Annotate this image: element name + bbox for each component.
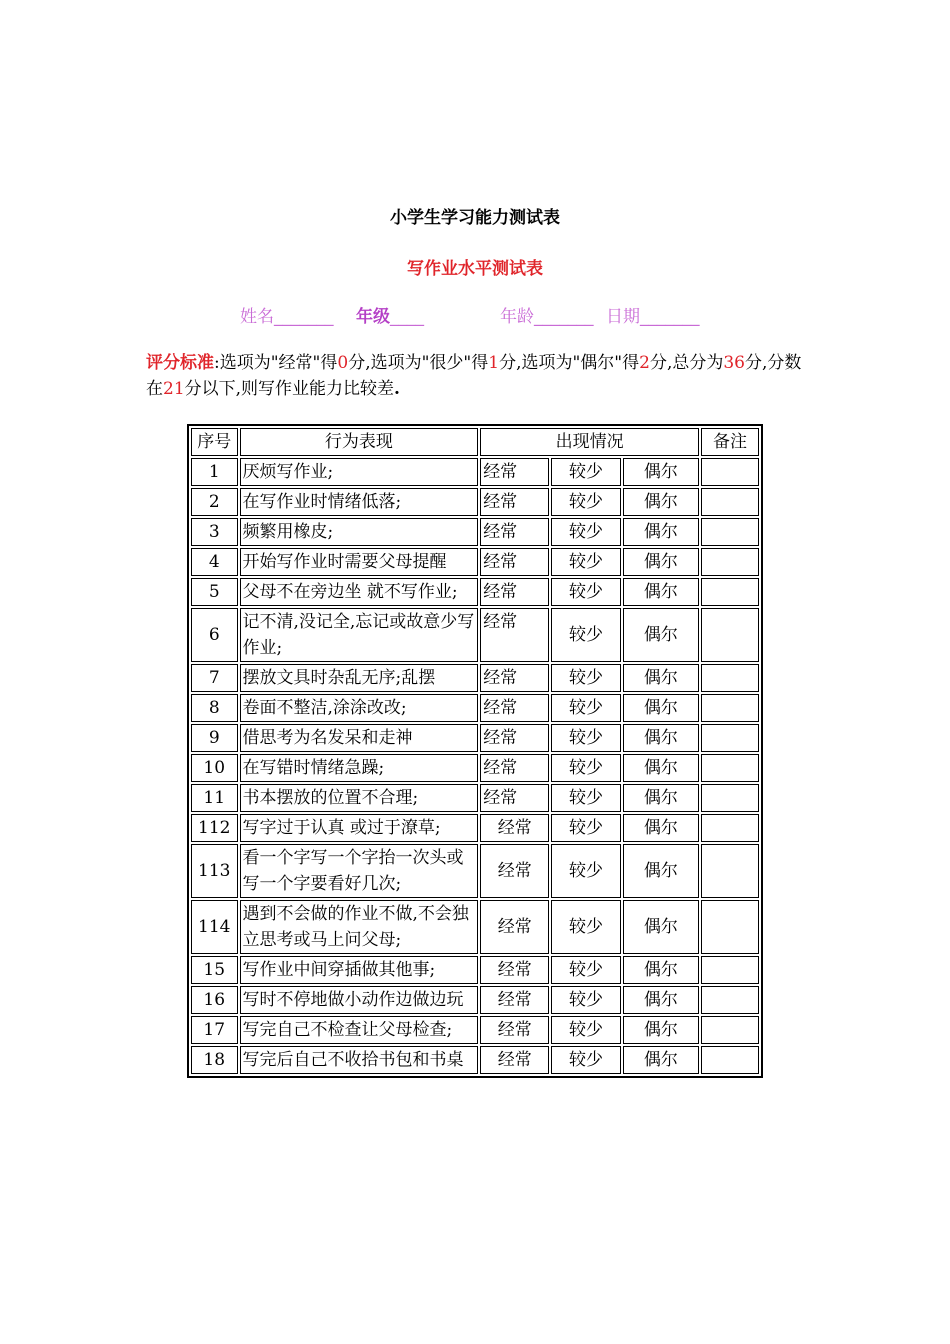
option-often[interactable]: 经常: [480, 664, 549, 692]
row-remarks[interactable]: [701, 458, 759, 486]
table-row: [191, 814, 759, 842]
row-index: 11: [191, 784, 238, 812]
row-index: 4: [191, 548, 238, 576]
row-remarks[interactable]: [701, 664, 759, 692]
row-remarks[interactable]: [701, 518, 759, 546]
table-row: [191, 694, 759, 722]
row-behavior: 书本摆放的位置不合理;: [240, 784, 479, 812]
option-sometimes[interactable]: 偶尔: [623, 754, 699, 782]
row-behavior: 卷面不整洁,涂涂改改;: [240, 694, 479, 722]
table-row: [191, 784, 759, 812]
option-sometimes[interactable]: 偶尔: [623, 578, 699, 606]
option-sometimes[interactable]: 偶尔: [623, 724, 699, 752]
option-seldom[interactable]: 较少: [551, 548, 620, 576]
table-row: [191, 608, 759, 662]
row-behavior: 在写作业时情绪低落;: [240, 488, 479, 516]
criteria-label: 评分标准: [146, 353, 214, 373]
table-row: [191, 488, 759, 516]
row-remarks[interactable]: [701, 548, 759, 576]
option-often[interactable]: 经常: [480, 518, 549, 546]
criteria-text: :选项为"经常"得: [214, 353, 338, 373]
row-behavior: 写完自己不检查让父母检查;: [240, 1016, 479, 1044]
table-row: [191, 956, 759, 984]
row-remarks[interactable]: [701, 724, 759, 752]
option-often[interactable]: 经常: [480, 724, 549, 752]
option-often[interactable]: 经常: [480, 488, 549, 516]
row-remarks[interactable]: [701, 784, 759, 812]
table-row: [191, 458, 759, 486]
option-sometimes[interactable]: 偶尔: [623, 458, 699, 486]
option-sometimes[interactable]: 偶尔: [623, 986, 699, 1014]
row-remarks[interactable]: [701, 956, 759, 984]
criteria-number: 0: [337, 353, 349, 373]
page-title: 小学生学习能力测试表: [390, 208, 560, 228]
grade-blank: ____: [390, 307, 424, 327]
row-behavior: 父母不在旁边坐 就不写作业;: [240, 578, 479, 606]
row-index: 18: [191, 1046, 238, 1074]
option-often[interactable]: 经常: [480, 956, 549, 984]
row-behavior: 厌烦写作业;: [240, 458, 479, 486]
option-sometimes[interactable]: 偶尔: [623, 694, 699, 722]
age-field[interactable]: 年龄_______: [500, 307, 594, 327]
row-remarks[interactable]: [701, 488, 759, 516]
table-row: [191, 578, 759, 606]
option-often[interactable]: 经常: [480, 608, 549, 662]
row-behavior: 在写错时情绪急躁;: [240, 754, 479, 782]
table-row: [191, 1046, 759, 1074]
criteria-number: 36: [723, 353, 745, 373]
option-sometimes[interactable]: 偶尔: [623, 518, 699, 546]
row-behavior: 开始写作业时需要父母提醒: [240, 548, 479, 576]
behavior-table: [187, 424, 763, 1078]
row-index: 7: [191, 664, 238, 692]
option-seldom[interactable]: 较少: [551, 488, 620, 516]
criteria-text: 分,分数在: [146, 353, 802, 399]
option-often[interactable]: 经常: [480, 784, 549, 812]
option-sometimes[interactable]: 偶尔: [623, 608, 699, 662]
option-seldom[interactable]: 较少: [551, 694, 620, 722]
criteria-text: 分,总分为: [649, 353, 724, 373]
row-behavior: 写完后自己不收拾书包和书桌: [240, 1046, 479, 1074]
header-occurrence: 出现情况: [480, 428, 699, 456]
criteria-number: 21: [163, 379, 185, 399]
option-seldom[interactable]: 较少: [551, 724, 620, 752]
option-seldom[interactable]: 较少: [551, 664, 620, 692]
option-seldom[interactable]: 较少: [551, 754, 620, 782]
row-remarks[interactable]: [701, 694, 759, 722]
row-index: 112: [191, 814, 238, 842]
table-row: [191, 986, 759, 1014]
page-subtitle: 写作业水平测试表: [407, 259, 543, 279]
criteria-text: 分以下,则写作业能力比较差: [184, 379, 395, 399]
row-index: 16: [191, 986, 238, 1014]
row-index: 2: [191, 488, 238, 516]
scoring-criteria: [146, 350, 806, 402]
row-remarks[interactable]: [701, 754, 759, 782]
option-often[interactable]: 经常: [480, 548, 549, 576]
option-sometimes[interactable]: 偶尔: [623, 1046, 699, 1074]
row-remarks[interactable]: [701, 900, 759, 954]
option-often[interactable]: 经常: [480, 1016, 549, 1044]
option-seldom[interactable]: 较少: [551, 844, 620, 898]
table-row: [191, 1016, 759, 1044]
table-row: [191, 548, 759, 576]
table-row: [191, 900, 759, 954]
row-index: 17: [191, 1016, 238, 1044]
option-sometimes[interactable]: 偶尔: [623, 956, 699, 984]
row-index: 8: [191, 694, 238, 722]
option-seldom[interactable]: 较少: [551, 956, 620, 984]
row-behavior: 摆放文具时杂乱无序;乱摆: [240, 664, 479, 692]
row-behavior: 写字过于认真 或过于潦草;: [240, 814, 479, 842]
row-behavior: 借思考为名发呆和走神: [240, 724, 479, 752]
criteria-period: .: [394, 379, 400, 399]
grade-field[interactable]: [356, 302, 424, 327]
row-behavior: 写作业中间穿插做其他事;: [240, 956, 479, 984]
row-behavior: 记不清,没记全,忘记或故意少写作业;: [240, 608, 479, 662]
row-remarks[interactable]: [701, 1046, 759, 1074]
row-remarks[interactable]: [701, 814, 759, 842]
option-often[interactable]: 经常: [480, 844, 549, 898]
option-seldom[interactable]: 较少: [551, 608, 620, 662]
option-sometimes[interactable]: 偶尔: [623, 784, 699, 812]
option-seldom[interactable]: 较少: [551, 578, 620, 606]
row-behavior: 遇到不会做的作业不做,不会独立思考或马上问父母;: [240, 900, 479, 954]
table-row: [191, 724, 759, 752]
option-sometimes[interactable]: 偶尔: [623, 844, 699, 898]
option-often[interactable]: 经常: [480, 1046, 549, 1074]
table-header-row: [191, 428, 759, 456]
row-index: 9: [191, 724, 238, 752]
option-sometimes[interactable]: 偶尔: [623, 1016, 699, 1044]
row-remarks[interactable]: [701, 986, 759, 1014]
grade-label: 年级: [356, 307, 390, 327]
student-info-line: [0, 302, 950, 326]
option-sometimes[interactable]: 偶尔: [623, 900, 699, 954]
criteria-text: 分,选项为"偶尔"得: [499, 353, 640, 373]
row-index: 114: [191, 900, 238, 954]
table-row: [191, 518, 759, 546]
date-field[interactable]: 日期_______: [606, 307, 700, 327]
criteria-number: 1: [488, 353, 500, 373]
header-remarks: 备注: [701, 428, 759, 456]
row-remarks[interactable]: [701, 1016, 759, 1044]
option-often[interactable]: 经常: [480, 694, 549, 722]
table-row: [191, 754, 759, 782]
option-often[interactable]: 经常: [480, 458, 549, 486]
option-often[interactable]: 经常: [480, 900, 549, 954]
row-index: 3: [191, 518, 238, 546]
criteria-text: 分,选项为"很少"得: [348, 353, 489, 373]
header-index: 序号: [191, 428, 238, 456]
row-remarks[interactable]: [701, 844, 759, 898]
row-behavior: 看一个字写一个字抬一次头或写一个字要看好几次;: [240, 844, 479, 898]
row-remarks[interactable]: [701, 578, 759, 606]
option-seldom[interactable]: 较少: [551, 900, 620, 954]
option-seldom[interactable]: 较少: [551, 986, 620, 1014]
criteria-number: 2: [639, 353, 650, 373]
row-index: 15: [191, 956, 238, 984]
table-row: [191, 844, 759, 898]
option-often[interactable]: 经常: [480, 814, 549, 842]
option-often[interactable]: 经常: [480, 578, 549, 606]
option-often[interactable]: 经常: [480, 754, 549, 782]
row-index: 6: [191, 608, 238, 662]
name-field[interactable]: 姓名_______: [240, 307, 334, 327]
header-behavior: 行为表现: [240, 428, 479, 456]
option-seldom[interactable]: 较少: [551, 814, 620, 842]
option-seldom[interactable]: 较少: [551, 784, 620, 812]
row-index: 1: [191, 458, 238, 486]
option-seldom[interactable]: 较少: [551, 1016, 620, 1044]
option-seldom[interactable]: 较少: [551, 458, 620, 486]
row-index: 10: [191, 754, 238, 782]
table-row: [191, 664, 759, 692]
row-index: 5: [191, 578, 238, 606]
row-behavior: 写时不停地做小动作边做边玩: [240, 986, 479, 1014]
table-body: [191, 458, 759, 1074]
option-seldom[interactable]: 较少: [551, 1046, 620, 1074]
option-sometimes[interactable]: 偶尔: [623, 664, 699, 692]
option-seldom[interactable]: 较少: [551, 518, 620, 546]
row-index: 113: [191, 844, 238, 898]
option-sometimes[interactable]: 偶尔: [623, 548, 699, 576]
option-sometimes[interactable]: 偶尔: [623, 814, 699, 842]
row-behavior: 频繁用橡皮;: [240, 518, 479, 546]
option-sometimes[interactable]: 偶尔: [623, 488, 699, 516]
row-remarks[interactable]: [701, 608, 759, 662]
option-often[interactable]: 经常: [480, 986, 549, 1014]
